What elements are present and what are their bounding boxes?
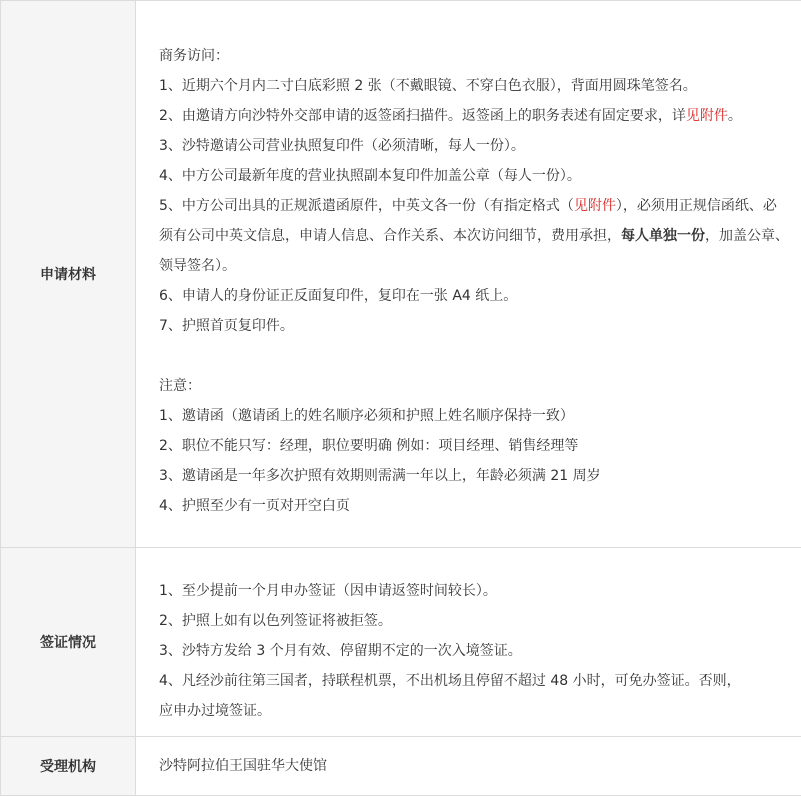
material-item-5-line-2 — [159, 221, 801, 251]
material-item-5-text: 5、中方公司出具的正规派遣函原件，中英文各一份（有指定格式（ — [159, 198, 574, 214]
visa-content — [136, 548, 801, 737]
visa-label: 签证情况 — [1, 548, 136, 737]
agency-row — [1, 737, 801, 796]
note-item-4: 4、护照至少有一页对开空白页 — [159, 491, 801, 521]
materials-label: 申请材料 — [1, 1, 136, 548]
agency-content — [136, 737, 801, 796]
note-item-2: 2、职位不能只写：经理，职位要明确 例如：项目经理、销售经理等 — [159, 431, 801, 461]
material-item-7: 7、护照首页复印件。 — [159, 311, 801, 341]
material-item-2-text: 2、由邀请方向沙特外交部申请的返签函扫描件。返签函上的职务表述有固定要求，详 — [159, 108, 686, 124]
note-title: 注意： — [159, 371, 801, 401]
material-item-5-emphasis: 每人单独一份 — [621, 228, 705, 244]
visa-item-4-line-2: 应申办过境签证。 — [159, 696, 801, 726]
material-item-5-line-2-end: ，加盖公章、 — [705, 228, 789, 244]
note-item-1: 1、邀请函（邀请函上的姓名顺序必须和护照上姓名顺序保持一致） — [159, 401, 801, 431]
material-item-4: 4、中方公司最新年度的营业执照副本复印件加盖公章（每人一份）。 — [159, 161, 801, 191]
material-item-5-line-1 — [159, 191, 801, 221]
material-item-6: 6、申请人的身份证正反面复印件，复印在一张 A4 纸上。 — [159, 281, 801, 311]
attachment-link-1[interactable]: 见附件 — [686, 108, 728, 124]
note-item-3: 3、邀请函是一年多次护照有效期则需满一年以上，年龄必须满 21 周岁 — [159, 461, 801, 491]
material-item-2-end: 。 — [728, 108, 742, 124]
materials-row — [1, 1, 801, 548]
material-item-5-line-2-text: 须有公司中英文信息，申请人信息、合作关系、本次访问细节，费用承担， — [159, 228, 621, 244]
visa-item-4-line-1: 4、凡经沙前往第三国者，持联程机票，不出机场且停留不超过 48 小时，可免办签证。否则， — [159, 666, 801, 696]
visa-item-3: 3、沙特方发给 3 个月有效、停留期不定的一次入境签证。 — [159, 636, 801, 666]
visa-item-1: 1、至少提前一个月申办签证（因申请返签时间较长）。 — [159, 576, 801, 606]
materials-content — [136, 1, 801, 548]
visa-row — [1, 548, 801, 737]
material-item-5-line-3: 领导签名）。 — [159, 251, 801, 281]
agency-label: 受理机构 — [1, 737, 136, 796]
agency-name: 沙特阿拉伯王国驻华大使馆 — [159, 751, 801, 781]
material-item-3: 3、沙特邀请公司营业执照复印件（必须清晰，每人一份）。 — [159, 131, 801, 161]
materials-intro: 商务访问： — [159, 41, 801, 71]
material-item-5-text-end: ），必须用正规信函纸、必 — [616, 198, 777, 214]
material-item-1: 1、近期六个月内二寸白底彩照 2 张（不戴眼镜、不穿白色衣服），背面用圆珠笔签名。 — [159, 71, 801, 101]
attachment-link-2[interactable]: 见附件 — [574, 198, 616, 214]
visa-item-2: 2、护照上如有以色列签证将被拒签。 — [159, 606, 801, 636]
material-item-2 — [159, 101, 801, 131]
